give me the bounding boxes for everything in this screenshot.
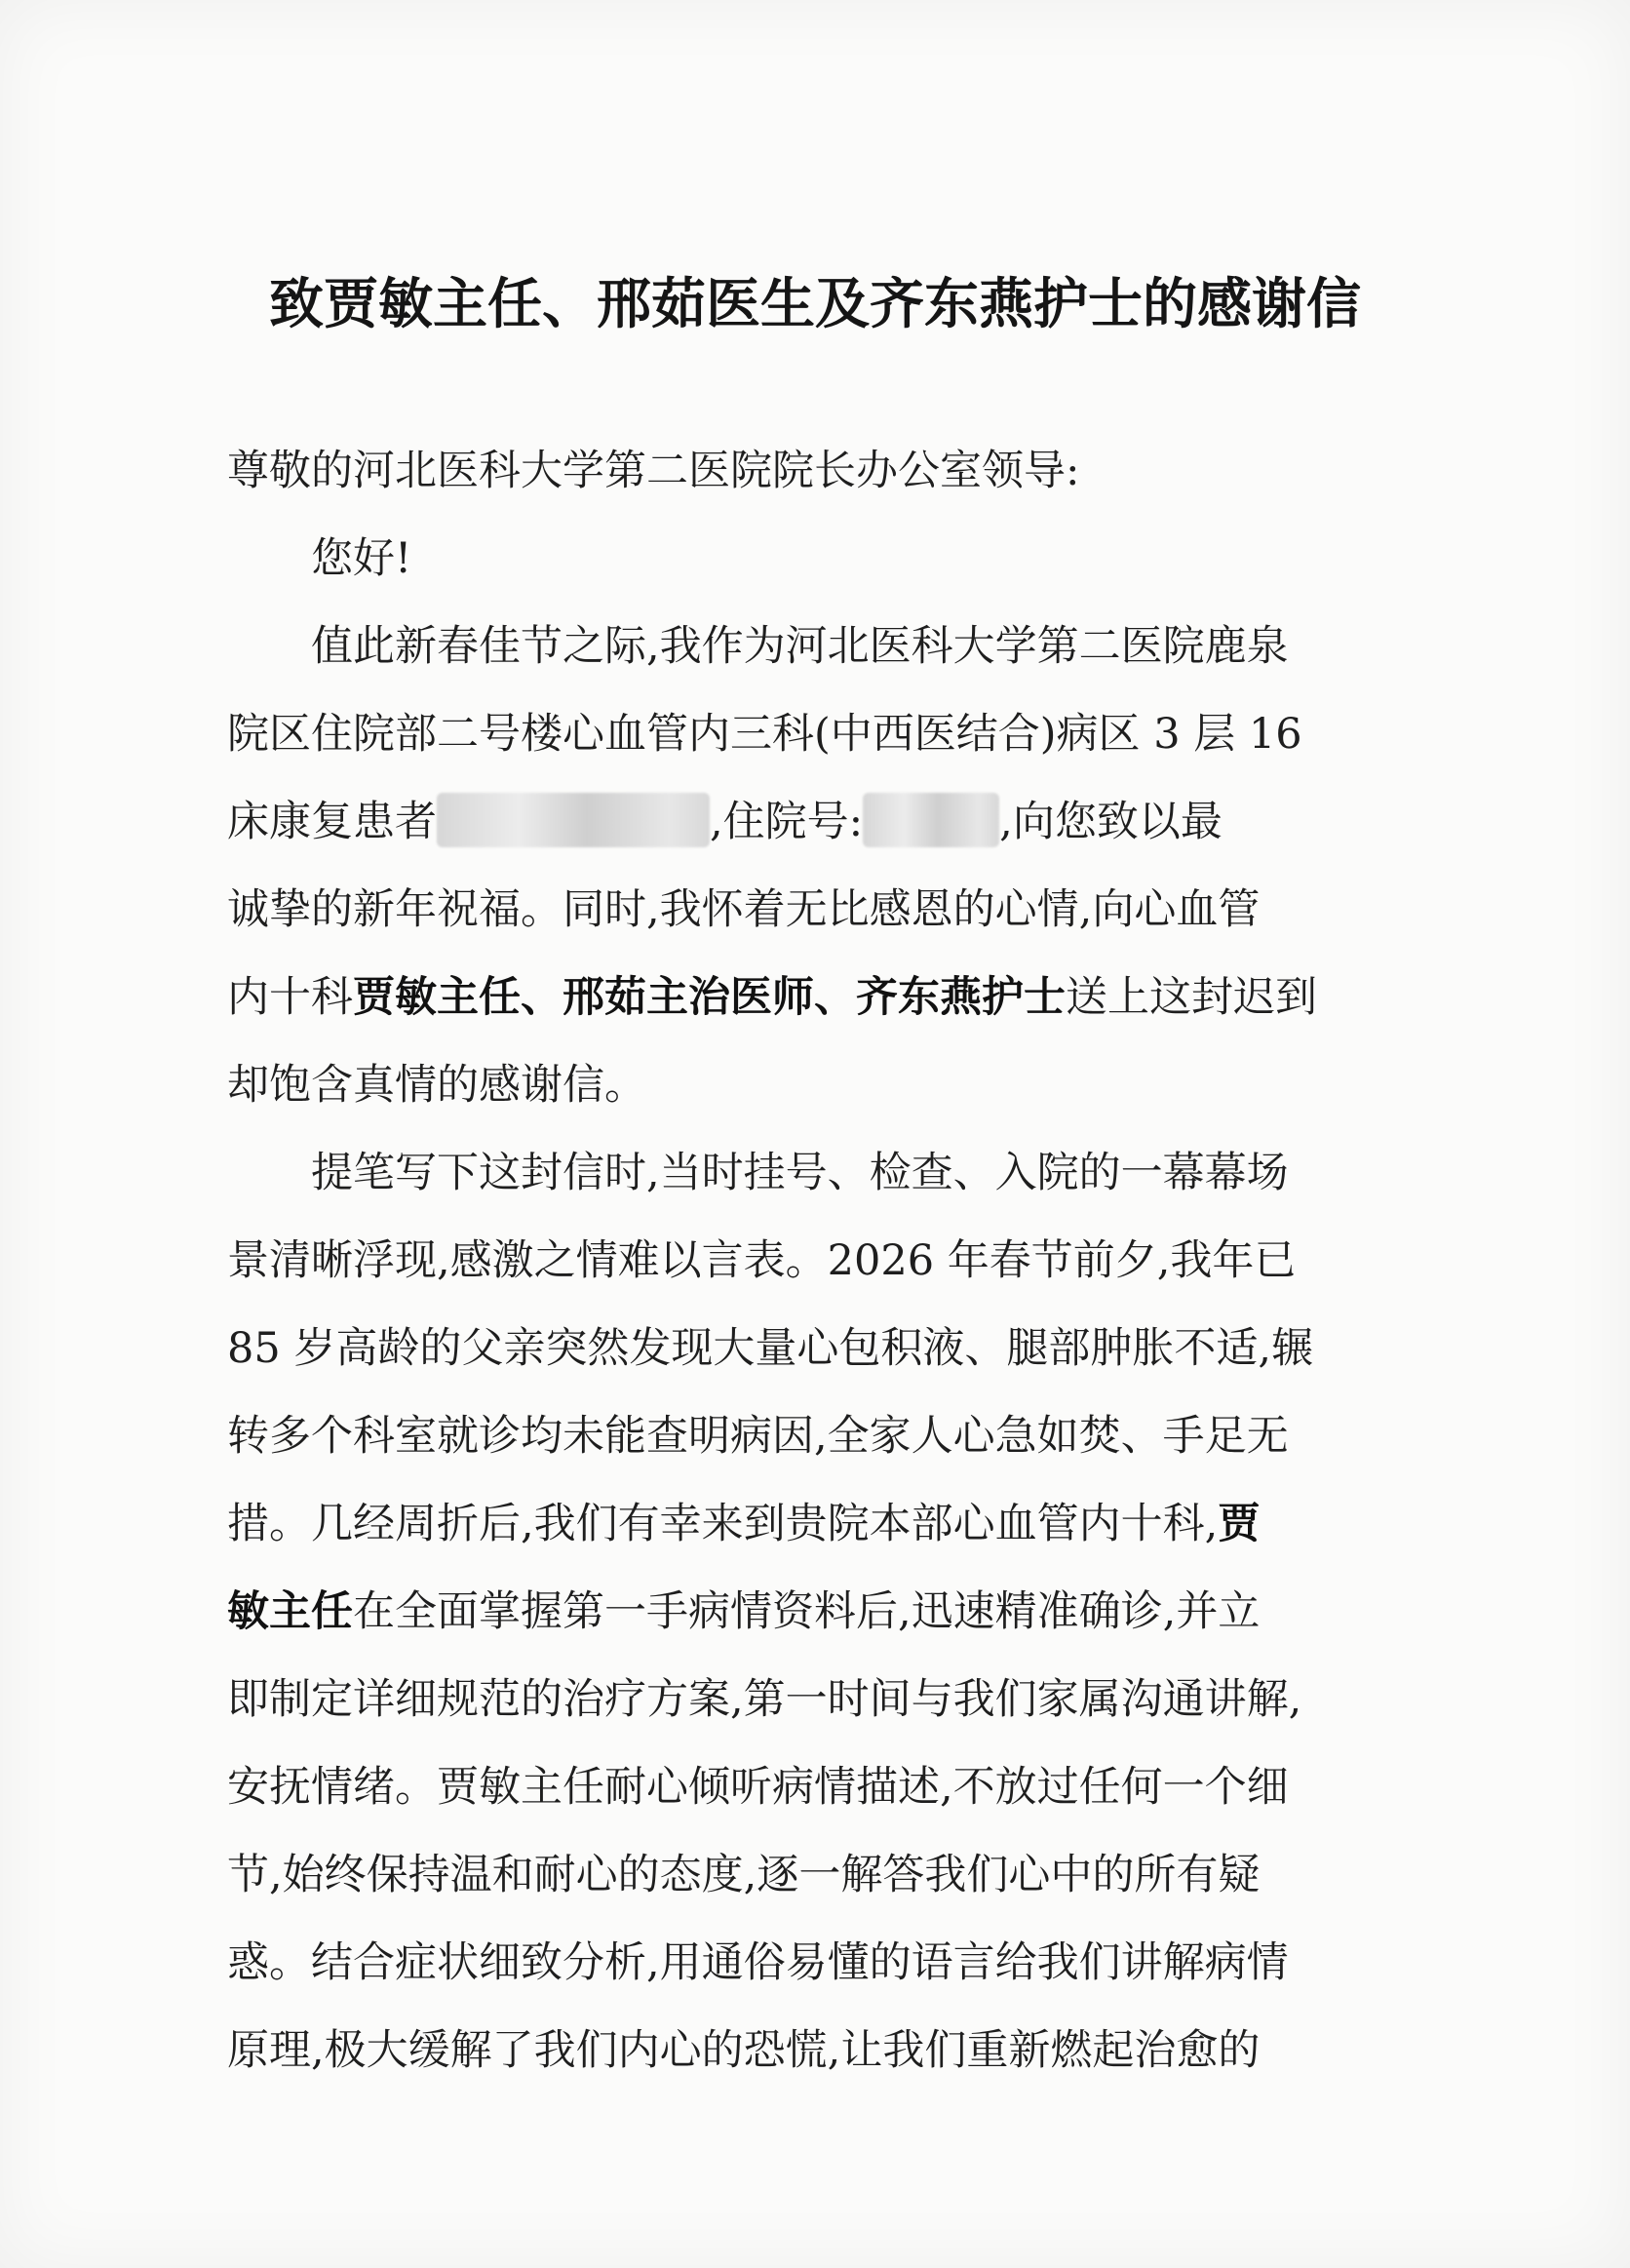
letter-title: 致贾敏主任、邢茹医生及齐东燕护士的感谢信 [269, 272, 1361, 336]
p2-line-9: 节,始终保持温和耐心的态度,逐一解答我们心中的所有疑 [227, 1851, 1261, 1899]
p2-line-1: 提笔写下这封信时,当时挂号、检查、入院的一幕幕场 [311, 1149, 1289, 1197]
p1-line-2: 院区住院部二号楼心血管内三科(中西医结合)病区 3 层 16 [227, 710, 1302, 759]
p1-line-3c: ,向您致以最 [999, 798, 1222, 846]
p1-line-5 [227, 954, 1387, 1041]
p1-line-4: 诚挚的新年祝福。同时,我怀着无比感恩的心情,向心血管 [227, 885, 1261, 934]
redacted-patient-name [437, 793, 710, 847]
p2-line-3: 85 岁高龄的父亲突然发现大量心包积液、腿部肿胀不适,辗 [227, 1324, 1314, 1373]
greeting: 您好! [311, 534, 412, 583]
p1-line-3a: 床康复患者 [227, 798, 437, 846]
p2-line-11: 原理,极大缓解了我们内心的恐慌,让我们重新燃起治愈的 [227, 2026, 1261, 2075]
p2-line-6 [227, 1568, 1387, 1656]
p2-line-7: 即制定详细规范的治疗方案,第一时间与我们家属沟通讲解, [227, 1675, 1302, 1724]
p1-line-6: 却饱含真情的感谢信。 [227, 1061, 646, 1110]
p2-line-5 [227, 1480, 1387, 1568]
p2-line-5-bold: 贾 [1218, 1500, 1261, 1548]
p1-line-5c: 送上这封迟到 [1066, 973, 1317, 1022]
p1-line-3b: ,住院号: [710, 798, 864, 846]
p2-line-2: 景清晰浮现,感激之情难以言表。2026 年春节前夕,我年已 [227, 1236, 1297, 1285]
salutation: 尊敬的河北医科大学第二医院院长办公室领导: [227, 447, 1080, 495]
paragraph-2 [227, 1129, 1387, 2094]
p2-line-10: 惑。结合症状细致分析,用通俗易懂的语言给我们讲解病情 [227, 1938, 1289, 1987]
p2-line-5a: 措。几经周折后,我们有幸来到贵院本部心血管内十科, [227, 1500, 1219, 1548]
p2-line-6b: 在全面掌握第一手病情资料后,迅速精准确诊,并立 [353, 1587, 1261, 1636]
p1-line-5-bold-names: 贾敏主任、邢茹主治医师、齐东燕护士 [353, 973, 1066, 1022]
p2-line-8: 安抚情绪。贾敏主任耐心倾听病情描述,不放过任何一个细 [227, 1763, 1289, 1812]
p1-line-5a: 内十科 [227, 973, 353, 1022]
paragraph-1 [227, 603, 1387, 1129]
p1-line-1: 值此新春佳节之际,我作为河北医科大学第二医院鹿泉 [311, 622, 1289, 671]
p2-line-6-bold: 敏主任 [227, 1587, 353, 1636]
p1-line-3 [227, 778, 1387, 866]
p2-line-4: 转多个科室就诊均未能查明病因,全家人心急如焚、手足无 [227, 1412, 1289, 1461]
redacted-hospital-number [863, 793, 999, 847]
